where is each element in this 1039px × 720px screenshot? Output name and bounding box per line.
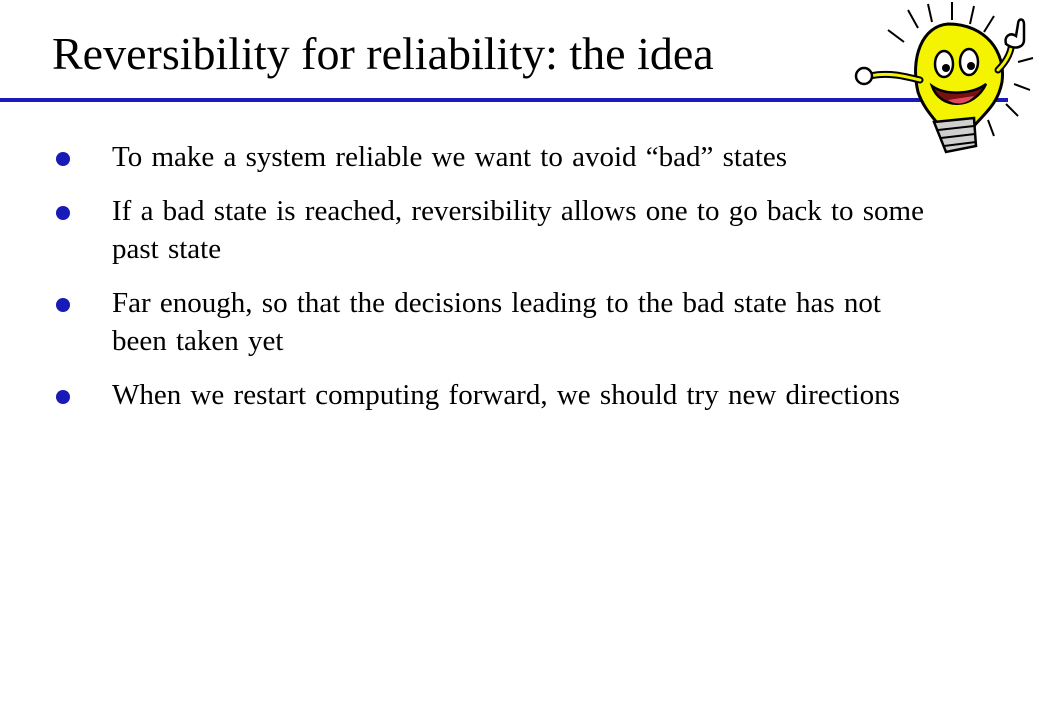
bullet-dot-icon	[56, 206, 70, 220]
bullet-text: If a bad state is reached, reversibility allows one to go back to some past state	[112, 195, 924, 265]
bullet-item	[52, 192, 932, 268]
bullet-item	[52, 376, 932, 414]
bullet-text: Far enough, so that the decisions leading to the bad state has not been taken yet	[112, 287, 881, 357]
bullet-dot-icon	[56, 298, 70, 312]
bullet-text: To make a system reliable we want to avoid “bad” states	[112, 141, 788, 173]
bullet-item	[52, 138, 932, 176]
bullet-dot-icon	[56, 390, 70, 404]
bullet-list	[52, 138, 932, 430]
bullet-text: When we restart computing forward, we should try new directions	[112, 379, 900, 411]
bullet-item	[52, 284, 932, 360]
slide-title: Reversibility for reliability: the idea	[52, 28, 714, 79]
lightbulb-mascot-icon	[848, 0, 1038, 160]
bullet-dot-icon	[56, 152, 70, 166]
